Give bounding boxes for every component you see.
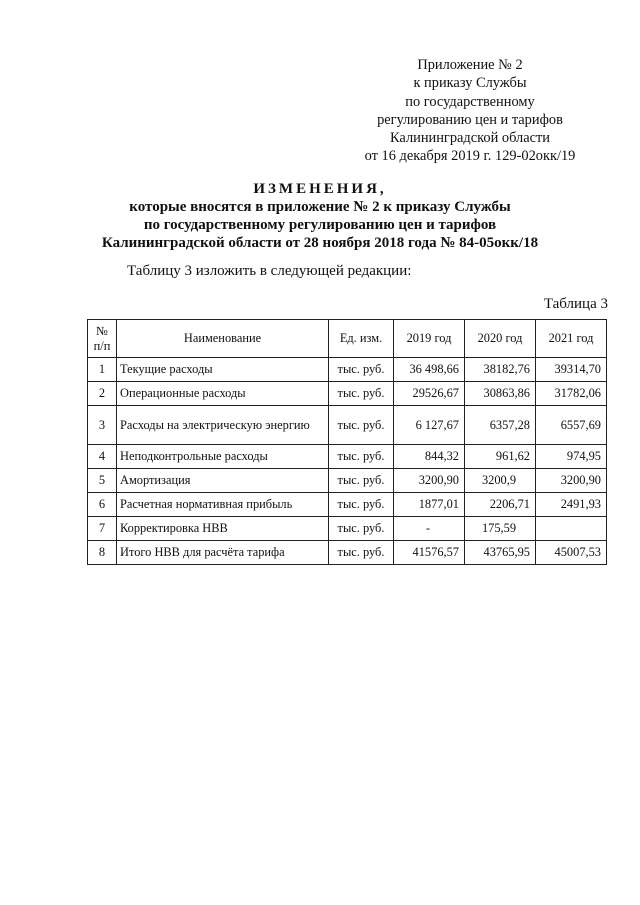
cell-2019: - xyxy=(394,517,465,541)
table-row xyxy=(88,382,607,406)
cell-unit: тыс. руб. xyxy=(329,493,394,517)
cell-2019: 3200,90 xyxy=(394,469,465,493)
cell-name: Текущие расходы xyxy=(117,358,329,382)
cell-2019: 844,32 xyxy=(394,445,465,469)
header-2021: 2021 год xyxy=(536,320,607,358)
document-title xyxy=(0,180,640,252)
header-unit: Ед. изм. xyxy=(329,320,394,358)
cell-name: Расходы на электрическую энергию xyxy=(117,406,329,445)
data-table xyxy=(87,319,607,565)
cell-2020: 175,59 xyxy=(465,517,536,541)
cell-2021 xyxy=(536,517,607,541)
cell-unit: тыс. руб. xyxy=(329,358,394,382)
title-line: по государственному регулированию цен и тарифов xyxy=(143,217,497,233)
table-row xyxy=(88,358,607,382)
cell-2020: 961,62 xyxy=(465,445,536,469)
cell-name: Операционные расходы xyxy=(117,382,329,406)
cell-unit: тыс. руб. xyxy=(329,541,394,565)
cell-2019: 1877,01 xyxy=(394,493,465,517)
cell-unit: тыс. руб. xyxy=(329,382,394,406)
cell-2021: 974,95 xyxy=(536,445,607,469)
table-label: Таблица 3 xyxy=(543,296,608,312)
cell-num: 3 xyxy=(88,406,117,445)
header-2019: 2019 год xyxy=(394,320,465,358)
cell-2020: 38182,76 xyxy=(465,358,536,382)
table-row xyxy=(88,406,607,445)
appendix-line: Приложение № 2 xyxy=(417,57,523,73)
header-num: № п/п xyxy=(88,320,117,358)
cell-2020: 2206,71 xyxy=(465,493,536,517)
cell-unit: тыс. руб. xyxy=(329,469,394,493)
cell-num: 7 xyxy=(88,517,117,541)
cell-num: 4 xyxy=(88,445,117,469)
appendix-line: регулированию цен и тарифов xyxy=(377,111,563,128)
cell-unit: тыс. руб. xyxy=(329,517,394,541)
appendix-header xyxy=(340,56,600,166)
appendix-line: к приказу Службы xyxy=(413,75,527,92)
cell-name: Амортизация xyxy=(117,469,329,493)
title-heading: ИЗМЕНЕНИЯ, xyxy=(253,181,387,197)
title-line: Калининградской области от 28 ноября 2018 года № 84-05окк/18 xyxy=(101,235,539,251)
table-row xyxy=(88,541,607,565)
appendix-line: от 16 декабря 2019 г. 129-02окк/19 xyxy=(364,148,576,165)
cell-num: 6 xyxy=(88,493,117,517)
cell-2019: 36 498,66 xyxy=(394,358,465,382)
cell-num: 1 xyxy=(88,358,117,382)
title-line: которые вносятся в приложение № 2 к приказу Службы xyxy=(129,199,511,215)
cell-name: Расчетная нормативная прибыль xyxy=(117,493,329,517)
cell-num: 5 xyxy=(88,469,117,493)
instruction-text: Таблицу 3 изложить в следующей редакции: xyxy=(127,263,412,279)
cell-name: Итого НВВ для расчёта тарифа xyxy=(117,541,329,565)
table-row xyxy=(88,493,607,517)
cell-2021: 31782,06 xyxy=(536,382,607,406)
header-name: Наименование xyxy=(117,320,329,358)
appendix-line: по государственному xyxy=(405,93,535,110)
cell-unit: тыс. руб. xyxy=(329,406,394,445)
cell-2019: 41576,57 xyxy=(394,541,465,565)
cell-num: 8 xyxy=(88,541,117,565)
table-row xyxy=(88,517,607,541)
cell-2020: 43765,95 xyxy=(465,541,536,565)
cell-2021: 3200,90 xyxy=(536,469,607,493)
cell-2019: 29526,67 xyxy=(394,382,465,406)
cell-2021: 39314,70 xyxy=(536,358,607,382)
appendix-line: Калининградской области xyxy=(390,130,550,147)
cell-2021: 45007,53 xyxy=(536,541,607,565)
cell-2021: 6557,69 xyxy=(536,406,607,445)
table-row xyxy=(88,469,607,493)
table-row xyxy=(88,445,607,469)
cell-2021: 2491,93 xyxy=(536,493,607,517)
cell-num: 2 xyxy=(88,382,117,406)
cell-2020: 6357,28 xyxy=(465,406,536,445)
cell-unit: тыс. руб. xyxy=(329,445,394,469)
cell-name: Неподконтрольные расходы xyxy=(117,445,329,469)
cell-2019: 6 127,67 xyxy=(394,406,465,445)
cell-2020: 30863,86 xyxy=(465,382,536,406)
cell-2020: 3200,9 xyxy=(465,469,536,493)
header-2020: 2020 год xyxy=(465,320,536,358)
cell-name: Корректировка НВВ xyxy=(117,517,329,541)
table-header-row xyxy=(88,320,607,358)
